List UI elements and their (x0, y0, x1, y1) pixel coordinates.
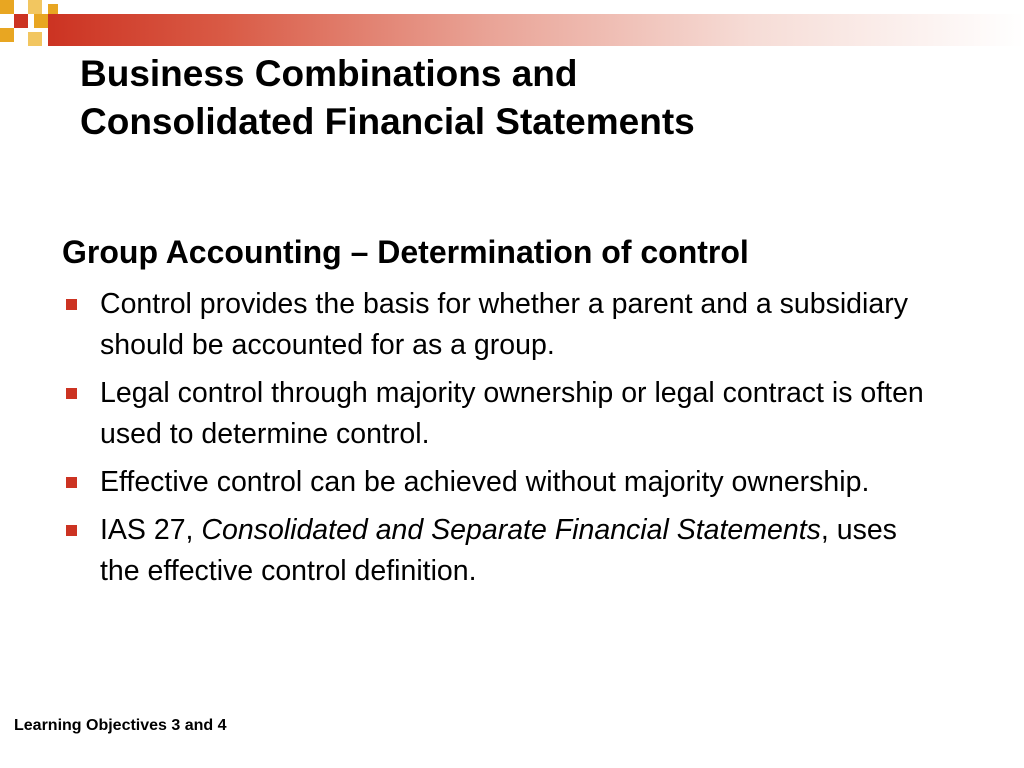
bullet-text-italic: Consolidated and Separate Financial Statements (201, 514, 821, 546)
slide-title-line-1: Business Combinations and (80, 53, 578, 94)
section-heading: Group Accounting – Determination of control (62, 234, 749, 270)
decor-square (48, 4, 58, 14)
slide-title-line-2: Consolidated Financial Statements (80, 101, 695, 142)
decor-square (0, 28, 14, 42)
bullet-text: Control provides the basis for whether a parent and a subsidiary should be accounted for as a group. (100, 288, 908, 361)
bullet-text: Legal control through majority ownership or legal contract is often used to determine control. (100, 377, 924, 450)
square-bullet-icon (66, 388, 77, 399)
square-bullet-icon (66, 525, 77, 536)
bullet-text: Effective control can be achieved without majority ownership. (100, 466, 870, 498)
bullet-item (62, 284, 942, 366)
decor-square (34, 14, 48, 28)
decor-square (28, 32, 42, 46)
bullet-item (62, 510, 942, 592)
slide-title (80, 50, 980, 146)
bullet-item (62, 373, 942, 455)
square-bullet-icon (66, 299, 77, 310)
header-gradient-band (48, 14, 1024, 46)
bullet-text-suffix: , uses the effective control definition. (100, 514, 897, 587)
bullet-list (62, 284, 942, 599)
decor-square (0, 0, 14, 14)
bullet-text-prefix: IAS 27, (100, 514, 202, 546)
decor-square (14, 14, 28, 28)
footer-learning-objectives: Learning Objectives 3 and 4 (14, 717, 227, 734)
bullet-item (62, 462, 942, 503)
square-bullet-icon (66, 477, 77, 488)
decor-square (28, 0, 42, 14)
